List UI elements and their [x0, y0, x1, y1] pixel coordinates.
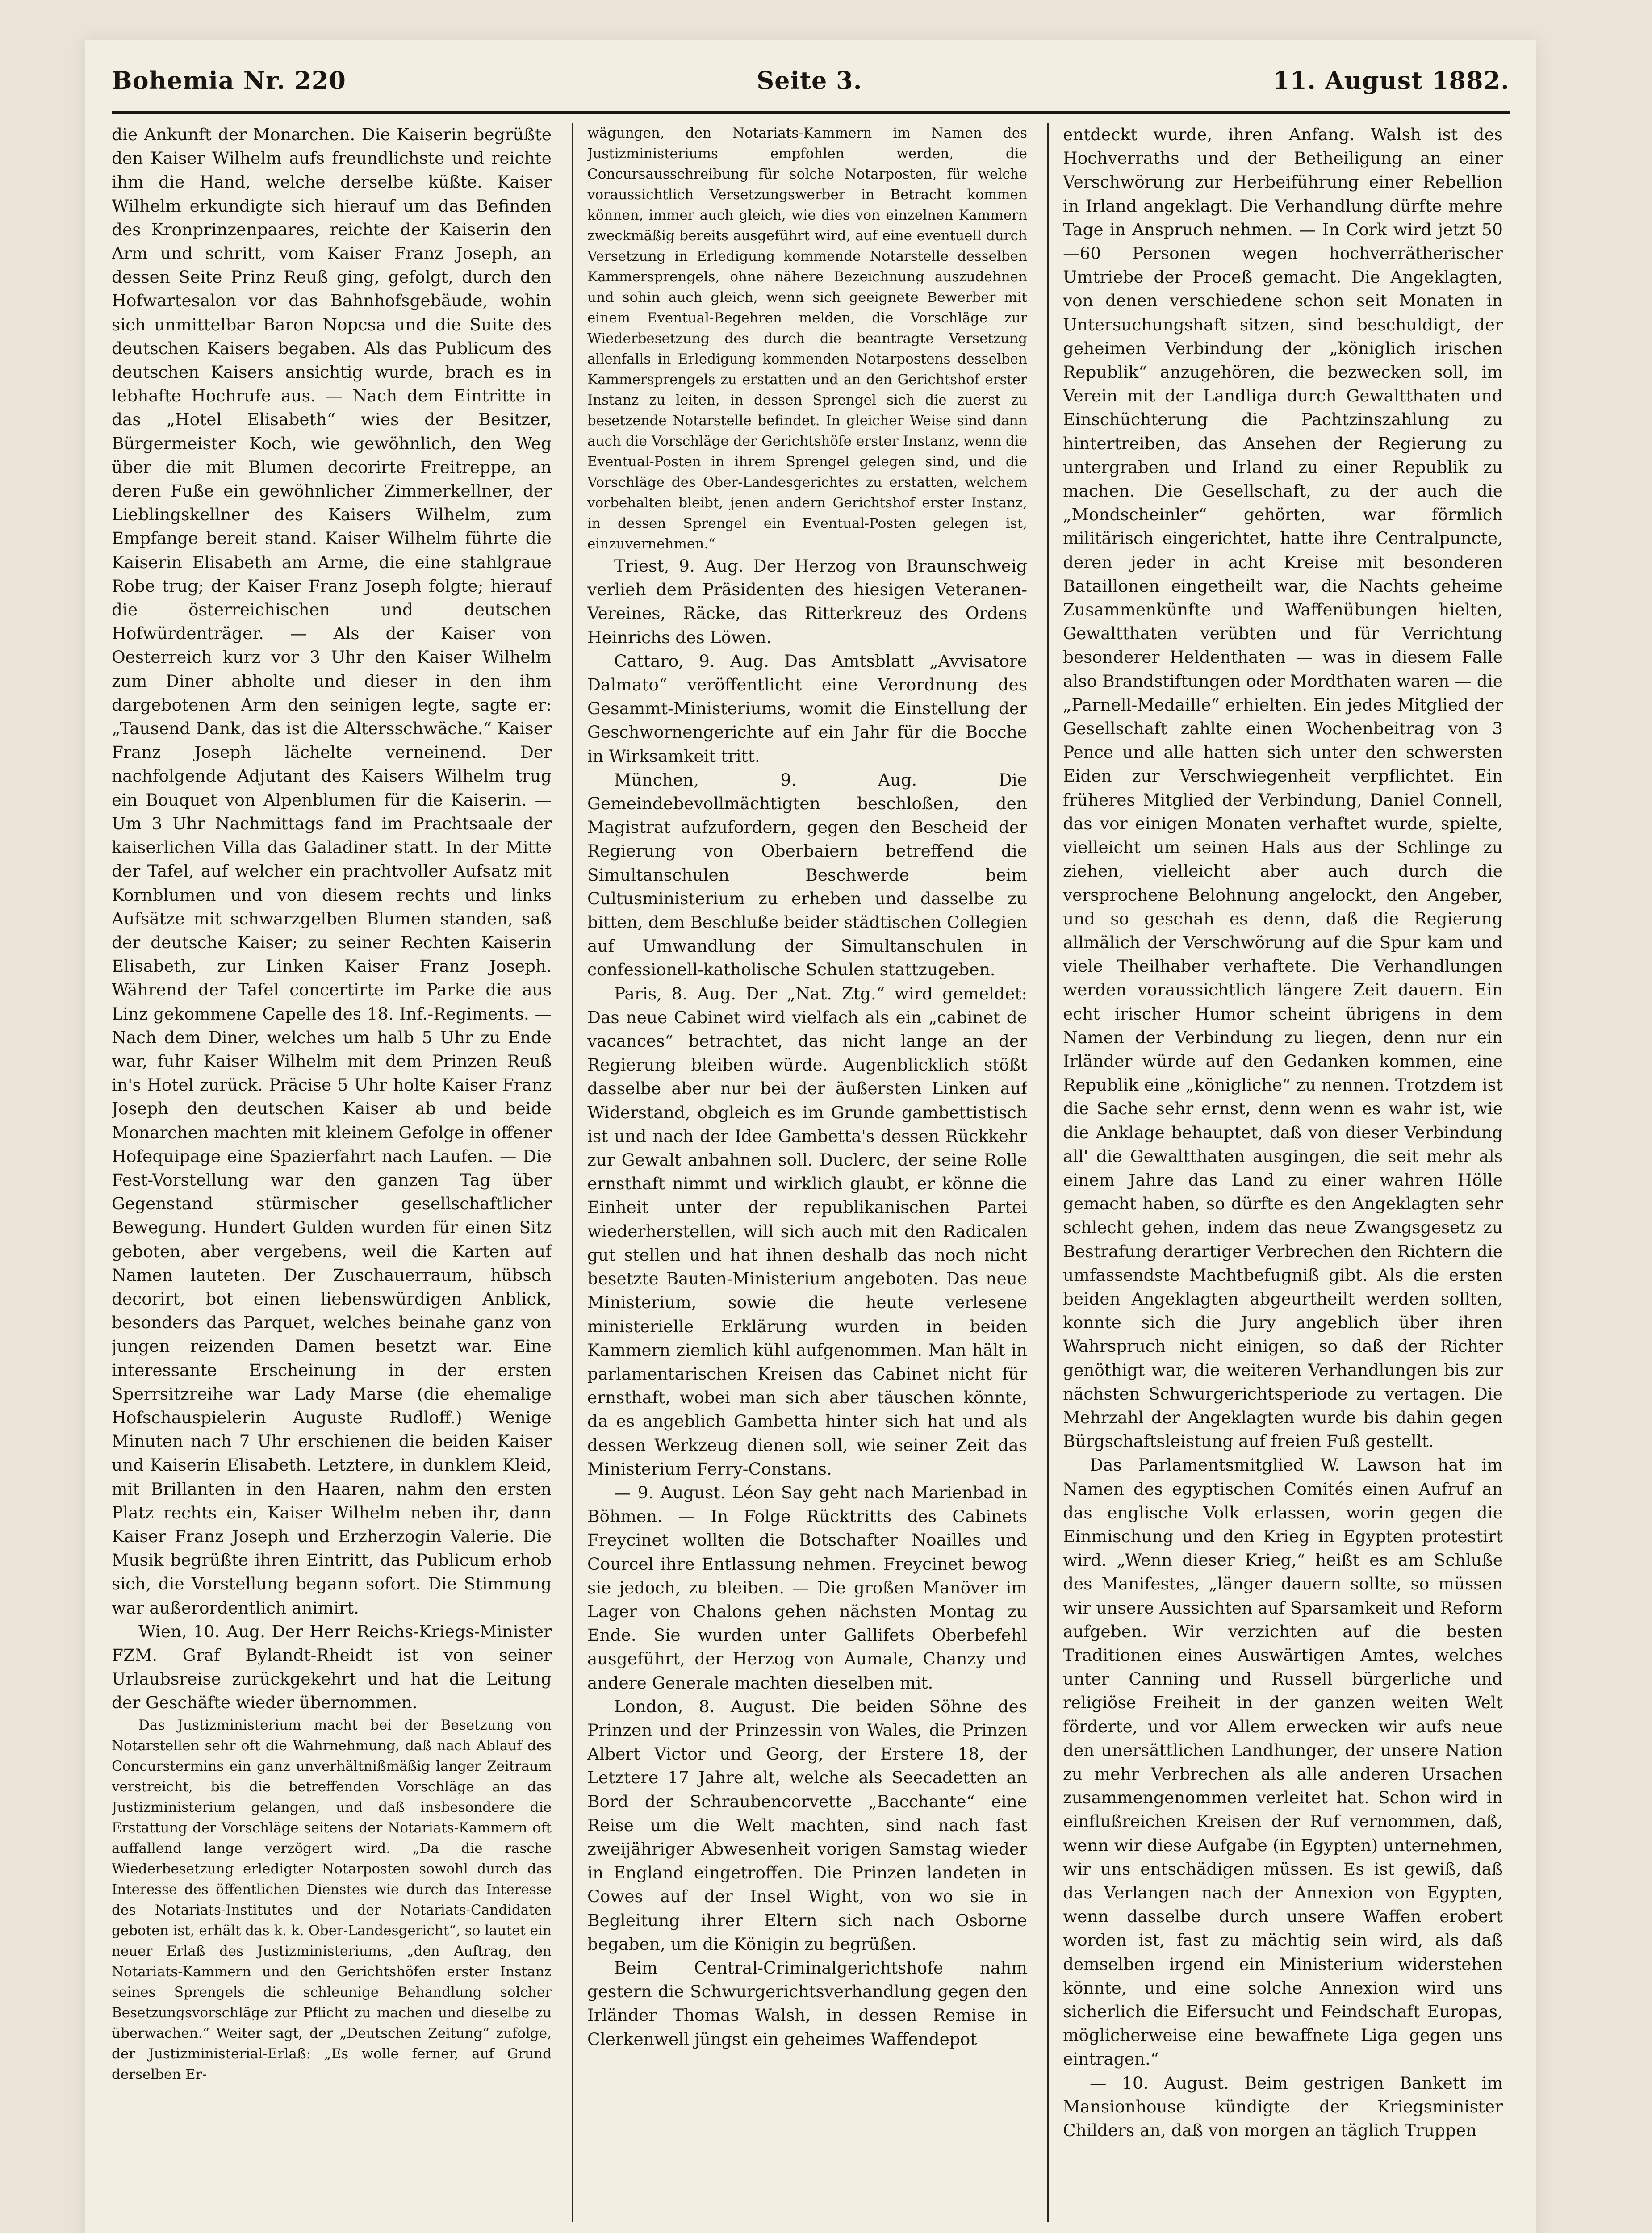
publication-issue: Bohemia Nr. 220	[112, 66, 346, 95]
column-2	[587, 123, 1027, 2231]
article-paragraph: Wien, 10. Aug. Der Herr Reichs-Kriegs-Minister FZM. Graf Bylandt-Rheidt ist von seiner Urlaubsreise zurückgekehrt und hat die Leitung der Geschäfte wieder übernommen.	[112, 1621, 552, 1713]
article-paragraph: entdeckt wurde, ihren Anfang. Walsh ist des Hochverraths und der Betheiligung an einer Verschwörung zur Herbeiführung einer Rebellion in Irland angeklagt. Die Verhandlung dürfte mehre Tage in Anspruch nehmen. — In Cork wird jetzt 50—60 Personen wegen hochverrätherischer Umtriebe der Proceß gemacht. Die Angeklagten, von denen verschiedene schon seit Monaten in Untersuchungshaft sitzen, sind beschuldigt, der geheimen Verbindung der „königlich irischen Republik“ anzugehören, die bezwecken soll, im Verein mit der Landliga durch Gewaltthaten und Einschüchterung die Pachtzinszahlung zu hintertreiben, das Ansehen der Regierung zu untergraben und Irland zu einer Republik zu machen. Die Gesellschaft, zu der auch die „Mondscheinler“ gehörten, war förmlich militärisch eingerichtet, hatte ihre Centralpuncte, deren jeder in acht Kreise mit besonderen Bataillonen eingetheilt war, die Nachts geheime Zusammenkünfte und Waffenübungen hielten, Gewaltthaten verübten und für Verrichtung besonderer Heldenthaten — was in diesem Falle also Brandstiftungen oder Mordthaten waren — die „Parnell-Medaille“ erhielten. Ein jedes Mitglied der Gesellschaft zahlte einen Wochenbeitrag von 3 Pence und alle hatten sich unter den schwersten Eiden zur Verschwiegenheit verpflichtet. Ein früheres Mitglied der Verbindung, Daniel Connell, das vor einigen Monaten verhaftet wurde, spielte, vielleicht um seinen Hals aus der Schlinge zu ziehen, vielleicht aber auch durch die versprochene Belohnung angelockt, den Angeber, und so geschah es denn, daß die Regierung allmälich der Verschwörung auf die Spur kam und viele Theilhaber verhaftete. Die Verhandlungen werden voraussichtlich längere Zeit dauern. Ein echt irischer Humor scheint übrigens in dem Namen der Verbindung zu liegen, denn nur ein Irländer würde auf den Gedanken kommen, eine Republik eine „königliche“ zu nennen. Trotzdem ist die Sache sehr ernst, denn wenn es wahr ist, wie die Anklage behauptet, daß von dieser Verbindung all' die Gewaltthaten ausgingen, die seit mehr als einem Jahre das Land zu einer wahren Hölle gemacht haben, so dürfte es den Angeklagten sehr schlecht gehen, indem das neue Zwangsgesetz zu Bestrafung derartiger Verbrechen den Richtern die umfassendste Machtbefugniß gibt. Als die ersten beiden Angeklagten abgeurtheilt werden sollten, konnte sich die Jury angeblich über ihren Wahrspruch nicht einigen, so daß der Richter genöthigt war, die weiteren Verhandlungen bis zur nächsten Schwurgerichtsperiode zu vertagen. Die Mehrzahl der Angeklagten wurde bis dahin gegen Bürgschaftsleistung auf freien Fuß gestellt.	[1063, 125, 1503, 1451]
article-paragraph: — 9. August. Léon Say geht nach Marienbad in Böhmen. — In Folge Rücktritts des Cabinets Freycinet wollten die Botschafter Noailles und Courcel ihre Entlassung nehmen. Freycinet bewog sie jedoch, zu bleiben. — Die großen Manöver im Lager von Chalons gehen nächsten Montag zu Ende. Sie wurden unter Gallifets Oberbefehl ausgeführt, der Herzog von Aumale, Chanzy und andere Generale machten dieselben mit.	[587, 1482, 1027, 1693]
article-paragraph: München, 9. Aug. Die Gemeindebevollmächtigten beschloßen, den Magistrat aufzufordern, gegen den Bescheid der Regierung von Oberbaiern betreffend die Simultanschulen Beschwerde beim Cultusministerium zu erheben und dasselbe zu bitten, dem Beschluße beider städtischen Collegien auf Umwandlung der Simultanschulen in confessionell-katholische Schulen stattzugeben.	[587, 769, 1027, 980]
article-paragraph: Beim Central-Criminalgerichtshofe nahm gestern die Schwurgerichtsverhandlung gegen den Irländer Thomas Walsh, in dessen Remise in Clerkenwell jüngst ein geheimes Waffendepot	[587, 1957, 1027, 2049]
issue-date: 11. August 1882.	[1272, 66, 1510, 95]
column-3	[1063, 123, 1503, 2231]
article-paragraph: Triest, 9. Aug. Der Herzog von Braunschweig verlieh dem Präsidenten des hiesigen Veteranen-Vereines, Räcke, das Ritterkreuz des Ordens Heinrichs des Löwen.	[587, 556, 1027, 647]
article-paragraph: die Ankunft der Monarchen. Die Kaiserin begrüßte den Kaiser Wilhelm aufs freundlichste und reichte ihm die Hand, welche derselbe küßte. Kaiser Wilhelm erkundigte sich hierauf um das Befinden des Kronprinzenpaares, reichte der Kaiserin den Arm und schritt, vom Kaiser Franz Joseph, an dessen Seite Prinz Reuß ging, gefolgt, durch den Hofwartesalon vor das Bahnhofsgebäude, wohin sich unmittelbar Baron Nopcsa und die Suite des deutschen Kaisers begaben. Als das Publicum des deutschen Kaisers ansichtig wurde, brach es in lebhafte Hochrufe aus. — Nach dem Eintritte in das „Hotel Elisabeth“ wies der Besitzer, Bürgermeister Koch, wie gewöhnlich, den Weg über die mit Blumen decorirte Freitreppe, an deren Fuße ein gewöhnlicher Zimmerkellner, der Lieblingskellner des Kaisers Wilhelm, zum Empfange bereit stand. Kaiser Wilhelm führte die Kaiserin Elisabeth am Arme, die eine stahlgraue Robe trug; der Kaiser Franz Joseph folgte; hierauf die österreichischen und deutschen Hofwürdenträger. — Als der Kaiser von Oesterreich kurz vor 3 Uhr den Kaiser Wilhelm zum Diner abholte und dieser in den ihm dargebotenen Arm den seinigen legte, sagte er: „Tausend Dank, das ist die Altersschwäche.“ Kaiser Franz Joseph lächelte verneinend. Der nachfolgende Adjutant des Kaisers Wilhelm trug ein Bouquet von Alpenblumen für die Kaiserin. — Um 3 Uhr Nachmittags fand im Prachtsaale der kaiserlichen Villa das Galadiner statt. In der Mitte der Tafel, auf welcher ein prachtvoller Aufsatz mit Kornblumen und von diesem rechts und links Aufsätze mit schwarzgelben Blumen standen, saß der deutsche Kaiser; zu seiner Rechten Kaiserin Elisabeth, zur Linken Kaiser Franz Joseph. Während der Tafel concertirte im Parke die aus Linz gekommene Capelle des 18. Inf.-Regiments. — Nach dem Diner, welches um halb 5 Uhr zu Ende war, fuhr Kaiser Wilhelm mit dem Prinzen Reuß in's Hotel zurück. Präcise 5 Uhr holte Kaiser Franz Joseph den deutschen Kaiser ab und beide Monarchen machten mit kleinem Gefolge in offener Hofequipage eine Spazierfahrt nach Laufen. — Die Fest-Vorstellung war den ganzen Tag über Gegenstand stürmischer gesellschaftlicher Bewegung. Hundert Gulden wurden für einen Sitz geboten, aber vergebens, weil die Karten auf Namen lauteten. Der Zuschauerraum, hübsch decorirt, bot einen liebenswürdigen Anblick, besonders das Parquet, welches beinahe ganz von jungen reizenden Damen besetzt war. Eine interessante Erscheinung in der ersten Sperrsitzreihe war Lady Marse (die ehemalige Hofschauspielerin Auguste Rudloff.) Wenige Minuten nach 7 Uhr erschienen die beiden Kaiser und Kaiserin Elisabeth. Letztere, in dunklem Kleid, mit Brillanten in den Haaren, nahm den ersten Platz rechts ein, Kaiser Wilhelm neben ihr, dann Kaiser Franz Joseph und Erzherzogin Valerie. Die Musik begrüßte ihren Eintritt, das Publicum erhob sich, die Vorstellung begann sofort. Die Stimmung war außerordentlich animirt.	[112, 125, 552, 1618]
article-paragraph: Das Parlamentsmitglied W. Lawson hat im Namen des egyptischen Comités einen Aufruf an das englische Volk erlassen, worin gegen die Einmischung und den Krieg in Egypten protestirt wird. „Wenn dieser Krieg,“ heißt es am Schluße des Manifestes, „länger dauern sollte, so müssen wir unsere Aussichten auf Sparsamkeit und Reform aufgeben. Wir verzichten auf die besten Traditionen eines Auswärtigen Amtes, welches unter Canning und Russell bürgerliche und religiöse Freiheit in der ganzen weiten Welt förderte, und vor Allem erwecken wir aufs neue den unersättlichen Landhunger, der unsere Nation zu mehr Verbrechen als alle anderen Ursachen zusammengenommen verleitet hat. Schon wird in einflußreichen Kreisen der Ruf vernommen, daß, wenn wir diese Aufgabe (in Egypten) unternehmen, wir uns entschädigen müssen. Es ist gewiß, daß das Verlangen nach der Annexion von Egypten, wenn dasselbe durch unsere Waffen erobert worden ist, fast zu mächtig sein wird, als daß demselben irgend ein Ministerium widerstehen könnte, und eine solche Annexion wird uns sicherlich die Eifersucht und Feindschaft Europas, möglicherweise eine bewaffnete Liga gegen uns eintragen.“	[1063, 1455, 1503, 2069]
header-rule	[112, 111, 1510, 114]
column-divider	[572, 123, 573, 2222]
article-paragraph: London, 8. August. Die beiden Söhne des Prinzen und der Prinzessin von Wales, die Prinzen Albert Victor und Georg, der Erstere 18, der Letztere 17 Jahre alt, welche als Seecadetten an Bord der Schraubencorvette „Bacchante“ eine Reise um die Welt machten, sind nach fast zweijähriger Abwesenheit vorigen Samstag wieder in England eingetroffen. Die Prinzen landeten in Cowes auf der Insel Wight, von wo sie in Begleitung ihrer Eltern sich nach Osborne begaben, um die Königin zu begrüßen.	[587, 1696, 1027, 1954]
article-paragraph: wägungen, den Notariats-Kammern im Namen des Justizministeriums empfohlen werden, die Concursausschreibung für solche Notarposten, für welche voraussichtlich Versetzungswerber in Betracht kommen können, immer auch gleich, wie dies von einzelnen Kammern zweckmäßig bereits ausgeführt wird, auf eine eventuell durch Versetzung in Erledigung kommende Notarstelle desselben Kammersprengels, ohne nähere Bezeichnung auszudehnen und sohin auch gleich, wenn sich geeignete Bewerber mit einem Eventual-Begehren melden, die Vorschläge zur Wiederbesetzung des durch die beantragte Versetzung allenfalls in Erledigung kommenden Notarpostens desselben Kammersprengels zu erstatten und an den Gerichtshof erster Instanz zu leiten, in dessen Sprengel sich die zuerst zu besetzende Notarstelle befindet. In gleicher Weise sind dann auch die Vorschläge der Gerichtshöfe erster Instanz, wenn die Eventual-Posten in ihrem Sprengel gelegen sind, und die Vorschläge des Ober-Landesgerichtes zu erstatten, welchem vorbehalten bleibt, jenen andern Gerichtshof erster Instanz, in dessen Sprengel ein Eventual-Posten gelegen ist, einzuvernehmen.“	[587, 125, 1027, 552]
page-number: Seite 3.	[757, 66, 862, 95]
newspaper-page	[85, 40, 1536, 2233]
article-paragraph: — 10. August. Beim gestrigen Bankett im Mansionhouse kündigte der Kriegsminister Childers an, daß von morgen an täglich Truppen	[1063, 2073, 1503, 2141]
article-paragraph: Cattaro, 9. Aug. Das Amtsblatt „Avvisatore Dalmato“ veröffentlicht eine Verordnung des Gesammt-Ministeriums, womit die Einstellung der Geschwornengerichte auf ein Jahr für die Bocche in Wirksamkeit tritt.	[587, 651, 1027, 766]
article-paragraph: Paris, 8. Aug. Der „Nat. Ztg.“ wird gemeldet: Das neue Cabinet wird vielfach als ein „cabinet de vacances“ betrachtet, das nicht lange an der Regierung bleiben würde. Augenblicklich stößt dasselbe aber nur bei der äußersten Linken auf Widerstand, obgleich es im Grunde gambettistisch ist und nach der Idee Gambetta's dessen Rückkehr zur Gewalt anbahnen soll. Duclerc, der seine Rolle ernsthaft nimmt und wirklich glaubt, er könne die Einheit unter der republikanischen Partei wiederherstellen, will sich auch mit den Radicalen gut stellen und hat ihnen deshalb das noch nicht besetzte Bauten-Ministerium angeboten. Das neue Ministerium, sowie die heute verlesene ministerielle Erklärung wurden in beiden Kammern ziemlich kühl aufgenommen. Man hält in parlamentarischen Kreisen das Cabinet nicht für ernsthaft, wobei man sich aber täuschen könnte, da es angeblich Gambetta hinter sich hat und als dessen Werkzeug dienen soll, wie seiner Zeit das Ministerium Ferry-Constans.	[587, 983, 1027, 1479]
article-paragraph: Das Justizministerium macht bei der Besetzung von Notarstellen sehr oft die Wahrnehmung, daß nach Ablauf des Concurstermins ein ganz unverhältnißmäßig langer Zeitraum verstreicht, bis die betreffenden Vorschläge an das Justizministerium gelangen, und daß insbesondere die Erstattung der Vorschläge seitens der Notariats-Kammern oft auffallend lange verzögert wird. „Da die rasche Wiederbesetzung erledigter Notarposten sowohl durch das Interesse des öffentlichen Dienstes wie durch das Interesse des Notariats-Institutes und der Notariats-Candidaten geboten ist, erhält das k. k. Ober-Landesgericht“, so lautet ein neuer Erlaß des Justizministeriums, „den Auftrag, den Notariats-Kammern und den Gerichtshöfen erster Instanz seines Sprengels die schleunige Behandlung solcher Besetzungsvorschläge zur Pflicht zu machen und dieselbe zu überwachen.“ Weiter sagt, der „Deutschen Zeitung“ zufolge, der Justizministerial-Erlaß: „Es wolle ferner, auf Grund derselben Er-	[112, 1717, 552, 2082]
page-header	[112, 54, 1510, 107]
column-divider	[1047, 123, 1049, 2222]
column-1	[112, 123, 552, 2231]
